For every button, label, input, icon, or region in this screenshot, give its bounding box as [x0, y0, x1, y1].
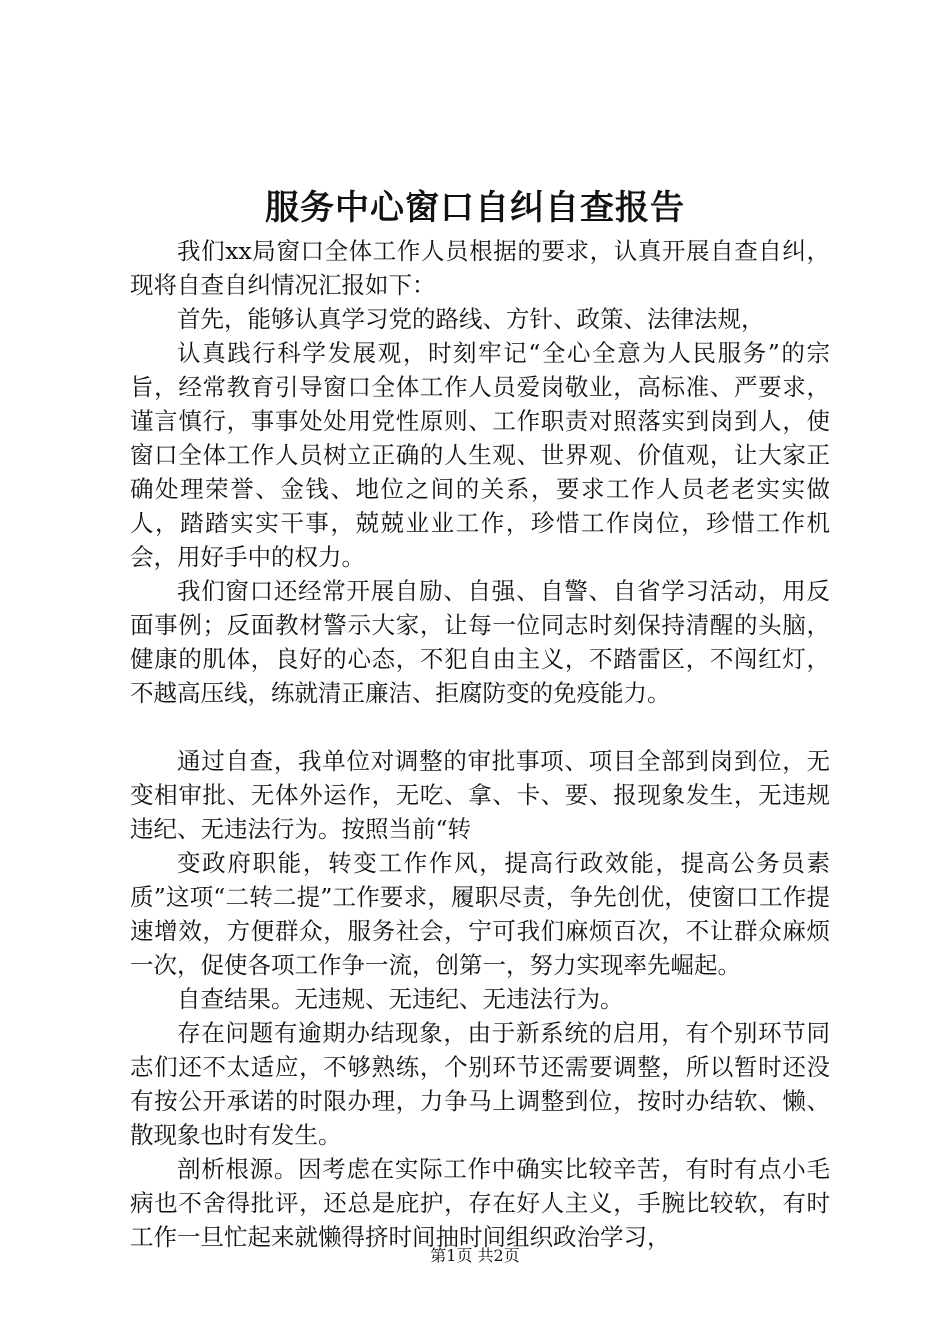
paragraph-practice: 认真践行科学发展观，时刻牢记“全心全意为人民服务”的宗旨，经常教育引导窗口全体工作人员爱岗敬业，高标准、严要求，谨言慎行，事事处处用党性原则、工作职责对照落实到岗到人，使窗口全体工作人员树立正确的人生观、世界观、价值观，让大家正确处理荣誉、金钱、地位之间的关系，要求工作人员老老实实做人，踏踏实实干事，兢兢业业工作，珍惜工作岗位，珍惜工作机会，用好手中的权力。	[130, 339, 830, 571]
document-title: 服务中心窗口自纠自查报告	[265, 188, 685, 228]
paragraph-problems: 存在问题有逾期办结现象，由于新系统的启用，有个别环节同志们还不太适应，不够熟练，个别环节还需要调整，所以暂时还没有按公开承诺的时限办理，力争马上调整到位，按时办结软、懒、散现象也时有发生。	[130, 1019, 830, 1149]
paragraph-result: 自查结果。无违规、无违纪、无违法行为。	[177, 985, 624, 1013]
page-footer: 第1页 共2页	[430, 1246, 520, 1265]
paragraph-study: 首先，能够认真学习党的路线、方针、政策、法律法规，	[177, 305, 765, 333]
document-body	[130, 234, 830, 1254]
paragraph-self-check: 通过自查，我单位对调整的审批事项、项目全部到岗到位，无变相审批、无体外运作，无吃、拿、卡、要、报现象发生，无违规违纪、无违法行为。按照当前“转	[130, 747, 830, 843]
paragraph-activities: 我们窗口还经常开展自励、自强、自警、自省学习活动，用反面事例；反面教材警示大家，让每一位同志时刻保持清醒的头脑，健康的肌体，良好的心态，不犯自由主义，不踏雷区，不闯红灯，不越高压线，练就清正廉洁、拒腐防变的免疫能力。	[130, 577, 830, 707]
paragraph-root-cause: 剖析根源。因考虑在实际工作中确实比较辛苦，有时有点小毛病也不舍得批评，还总是庇护，存在好人主义，手腕比较软，有时工作一旦忙起来就懒得挤时间抽时间组织政治学习，	[130, 1155, 830, 1251]
paragraph-intro: 我们xx局窗口全体工作人员根据的要求，认真开展自查自纠，现将自查自纠情况汇报如下：	[130, 237, 830, 299]
paragraph-transform: 变政府职能，转变工作作风，提高行政效能，提高公务员素质”这项“二转二提”工作要求，履职尽责，争先创优，使窗口工作提速增效，方便群众，服务社会，宁可我们麻烦百次，不让群众麻烦一次，促使各项工作争一流，创第一，努力实现率先崛起。	[130, 849, 830, 979]
paragraph-spacer	[130, 710, 830, 744]
